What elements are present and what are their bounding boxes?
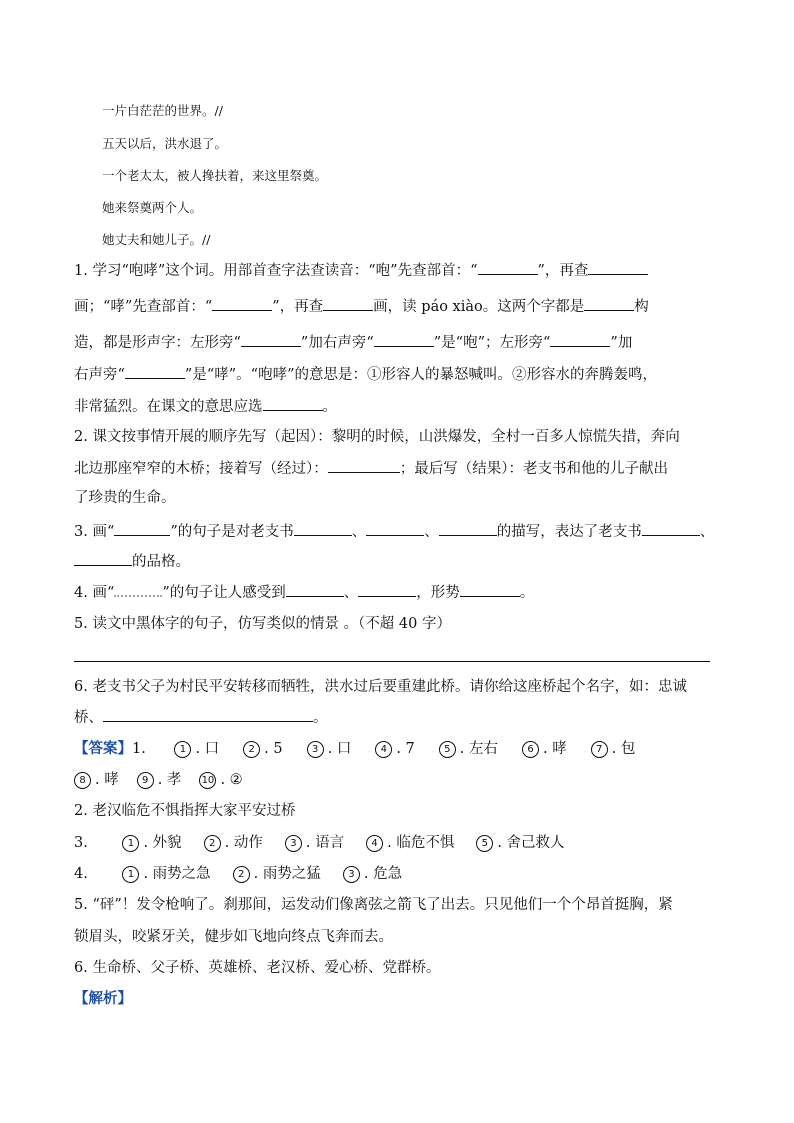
q1-line-5: 非常猛烈。在课文的意思应选 。 [74,396,337,417]
answer-blank[interactable] [550,332,610,347]
answer-blank[interactable] [241,332,301,347]
answer-writing-line[interactable] [74,661,710,662]
poem-line-4: 她来祭奠两个人。 [102,200,203,215]
circled-number: 4 [366,835,383,852]
q1-line-4: 右声旁“ ”是“哮”。“咆哮”的意思是：①形容人的暴怒喊叫。②形容水的奔腾轰鸣， [74,364,657,385]
answer-5-line-1: 5. “砰”！发令枪响了。刹那间，运发动们像离弦之箭飞了出去。只见他们一个个昂首挺胸，紧 [74,897,673,913]
circled-number: 1 [122,835,139,852]
circled-number: 5 [439,741,456,758]
answer-value: . 5 [264,741,283,757]
answer-blank[interactable] [103,707,313,722]
circled-number: 1 [122,866,139,883]
answer-item [343,864,402,884]
circled-number: 3 [343,866,360,883]
answer-item [366,833,454,853]
q6-line-2: 桥、 。 [74,707,328,728]
wavy-underline-mark [114,583,162,597]
answer-item [375,739,414,759]
answer-value: . 口 [327,741,352,757]
answer-item [233,864,321,884]
circled-number: 2 [243,741,260,758]
analysis-heading: 【解析】 [74,991,132,1007]
q6-line-1: 6. 老支书父子为村民平安转移而牺牲，洪水过后要重建此桥。请你给这座桥起个名字，如：忠诚 [74,679,687,695]
answer-blank[interactable] [358,582,416,597]
q1-line-1: 1. 学习“咆哮”这个词。用部首查字法查读音：“咆”先查部首：“ ”，再查 [74,260,648,281]
answer-value: . 口 [195,741,220,757]
q2-line-1: 2. 课文按事情开展的顺序先写（起因）：黎明的时候，山洪爆发，全村一百多人惊慌失措，奔向 [74,429,680,445]
answer-blank[interactable] [328,458,400,473]
answer-value: . 舍己救人 [497,835,565,851]
circled-number: 3 [285,835,302,852]
answer-item [522,739,567,759]
answer-item [137,770,182,790]
q2-line-3: 了珍贵的生命。 [74,490,176,506]
answer-value: . 危急 [363,866,403,882]
answer-value: . 临危不惧 [387,835,455,851]
answer-item [204,833,263,853]
q1-line-2: 画；“哮”先查部首：“ ”，再查 画，读 páo xiào。这两个字都是 构 [74,296,649,317]
circled-number: 2 [233,866,250,883]
answer-item [243,739,282,759]
answer-value: . 左右 [459,741,499,757]
q3-line-1: 3. 画“ ”的句子是对老支书 、 、 的描写，表达了老支书 、 [74,521,714,542]
answer-item [122,864,210,884]
answer-4-items [92,866,402,882]
answer-2: 2. 老汉临危不惧指挥大家平安过桥 [74,803,296,819]
circled-number: 4 [375,741,392,758]
answer-value: . 语言 [305,835,345,851]
answer-1-items-cont [74,772,243,788]
poem-line-5: 她丈夫和她儿子。// [102,232,211,247]
circled-number: 1 [174,741,191,758]
answer-value: . 哮 [95,772,119,788]
answer-3: 3. 1 . 外貌 2 . 动作 3 . 语言 4 . 临危不惧 5 . 舍己救人 [74,835,565,851]
answer-item [174,739,219,759]
answer-value: . 外貌 [143,835,182,851]
answer-4: 4. 1 . 雨势之急 2 . 雨势之猛 3 . 危急 [74,866,403,882]
answer-blank[interactable] [588,260,648,275]
circled-number: 3 [307,741,324,758]
q3-line-2: 的品格。 [74,551,190,572]
q4-line: 4. 画“ ”的句子让人感受到 、 ，形势 。 [74,582,534,603]
answer-blank[interactable] [642,521,700,536]
answer-blank[interactable] [74,551,132,566]
circled-number: 9 [137,772,154,789]
q1-line-3: 造，都是形声字：左形旁“ ”加右声旁“ ”是“咆”；左形旁“ ”加 [74,332,632,353]
answer-blank[interactable] [323,296,373,311]
answer-5-line-2: 锁眉头，咬紧牙关，健步如飞地向终点飞奔而去。 [74,929,393,945]
poem-line-1: 一片白茫茫的世界。// [102,103,223,118]
circled-number: 2 [204,835,221,852]
answer-value: . 包 [611,741,636,757]
answer-item [285,833,344,853]
answer-item [74,770,119,790]
answer-1-items [150,741,635,757]
answer-blank[interactable] [263,396,323,411]
answer-blank[interactable] [114,521,170,536]
answer-item [199,770,242,790]
answer-value: . 哮 [543,741,567,757]
answer-blank[interactable] [439,521,497,536]
poem-line-2: 五天以后，洪水退了。 [102,136,228,151]
answer-value: . 雨势之急 [143,866,211,882]
answer-row-1: 【答案】1. 1 . 口 2 . 5 3 . 口 4 . 7 5 . 左右 6 . 哮 7 . 包 [74,741,636,757]
circled-number: 6 [522,741,539,758]
answer-blank[interactable] [294,521,352,536]
answer-blank[interactable] [125,364,185,379]
q5-line: 5. 读文中黑体字的句子，仿写类似的情景 。（不超 40 字） [74,616,451,632]
answer-value: . 孝 [157,772,182,788]
circled-number: 7 [591,741,608,758]
answer-item [122,833,181,853]
answer-value: . 动作 [224,835,263,851]
answer-blank[interactable] [460,582,520,597]
answer-blank[interactable] [478,260,538,275]
answer-3-items [92,835,564,851]
answer-item [476,833,564,853]
answer-blank[interactable] [584,296,634,311]
answer-heading: 【答案】 [74,741,132,757]
answer-blank[interactable] [212,296,272,311]
circled-number: 10 [199,772,216,789]
answer-item [307,739,352,759]
answer-item [439,739,498,759]
answer-blank[interactable] [366,521,424,536]
answer-value: . 7 [396,741,415,757]
answer-value: . ② [220,772,243,788]
answer-item [591,739,636,759]
answer-6: 6. 生命桥、父子桥、英雄桥、老汉桥、爱心桥、党群桥。 [74,960,441,976]
answer-blank[interactable] [374,332,434,347]
answer-row-2 [74,770,243,790]
poem-line-3: 一个老太太，被人搀扶着，来这里祭奠。 [102,168,328,183]
q2-line-2: 北边那座窄窄的木桥；接着写（经过）： ；最后写（结果）：老支书和他的儿子献出 [74,458,668,479]
answer-value: . 雨势之猛 [253,866,321,882]
circled-number: 8 [74,772,91,789]
answer-blank[interactable] [286,582,344,597]
circled-number: 5 [476,835,493,852]
